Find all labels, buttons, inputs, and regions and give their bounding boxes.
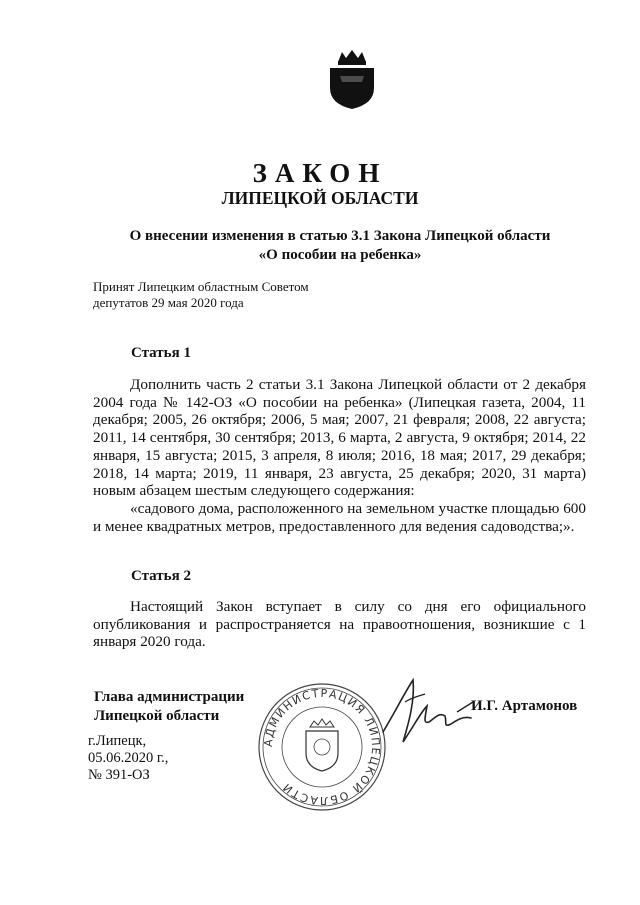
signatory-title-line2: Липецкой области bbox=[94, 708, 220, 724]
signatory-name: И.Г. Артамонов bbox=[471, 698, 578, 714]
signatory-title-line1: Глава администрации bbox=[94, 689, 245, 705]
adoption-line1: Принят Липецким областным Советом bbox=[93, 279, 309, 294]
article2-body bbox=[93, 598, 586, 651]
law-title: ЗАКОН bbox=[252, 158, 388, 188]
article2-paragraph1: Настоящий Закон вступает в силу со дня его официального опубликования и распространяется на правоотношения, возникшие с 1 января 2020 года. bbox=[93, 598, 586, 651]
adoption-line2: депутатов 29 мая 2020 года bbox=[93, 295, 244, 310]
article1-body bbox=[93, 376, 586, 535]
svg-text:АДМИНИСТРАЦИЯ ЛИПЕЦКОЙ ОБЛАСТИ bbox=[262, 687, 382, 807]
region-title: ЛИПЕЦКОЙ ОБЛАСТИ bbox=[221, 188, 419, 208]
law-subtitle-line2: «О пособии на ребенка» bbox=[258, 247, 422, 263]
signing-date: 05.06.2020 г., bbox=[88, 750, 169, 766]
article2-heading: Статья 2 bbox=[131, 568, 191, 584]
official-seal bbox=[256, 681, 388, 813]
article1-paragraph2: «садового дома, расположенного на земельном участке площадью 600 и менее квадратных метров, предоставленного для ведения садоводства;». bbox=[93, 499, 586, 535]
signing-city: г.Липецк, bbox=[88, 733, 147, 749]
seal-text: АДМИНИСТРАЦИЯ ЛИПЕЦКОЙ ОБЛАСТИ bbox=[261, 686, 383, 808]
coat-of-arms-emblem bbox=[326, 48, 378, 110]
law-subtitle-line1: О внесении изменения в статью 3.1 Закона Липецкой области bbox=[129, 228, 551, 244]
article1-heading: Статья 1 bbox=[131, 345, 191, 361]
article1-paragraph1: Дополнить часть 2 статьи 3.1 Закона Липецкой области от 2 декабря 2004 года № 142-ОЗ «О пособии на ребенка» (Липецкая газета, 2004, 11 декабря; 2005, 26 октября; 2006, 5 мая; 2007, 21 февраля; 2008, 22 августа; 2011, 14 сентября, 30 сентября; 2013, 6 марта, 2 августа, 9 октября; 2014, 22 января, 15 августа; 2015, 3 апреля, 8 июля; 2016, 18 мая; 2017, 29 декабря; 2018, 14 марта; 2019, 11 января, 23 августа, 25 декабря; 2020, 31 марта) новым абзацем шестым следующего содержания: bbox=[93, 376, 586, 500]
law-number: № 391-ОЗ bbox=[88, 767, 150, 783]
